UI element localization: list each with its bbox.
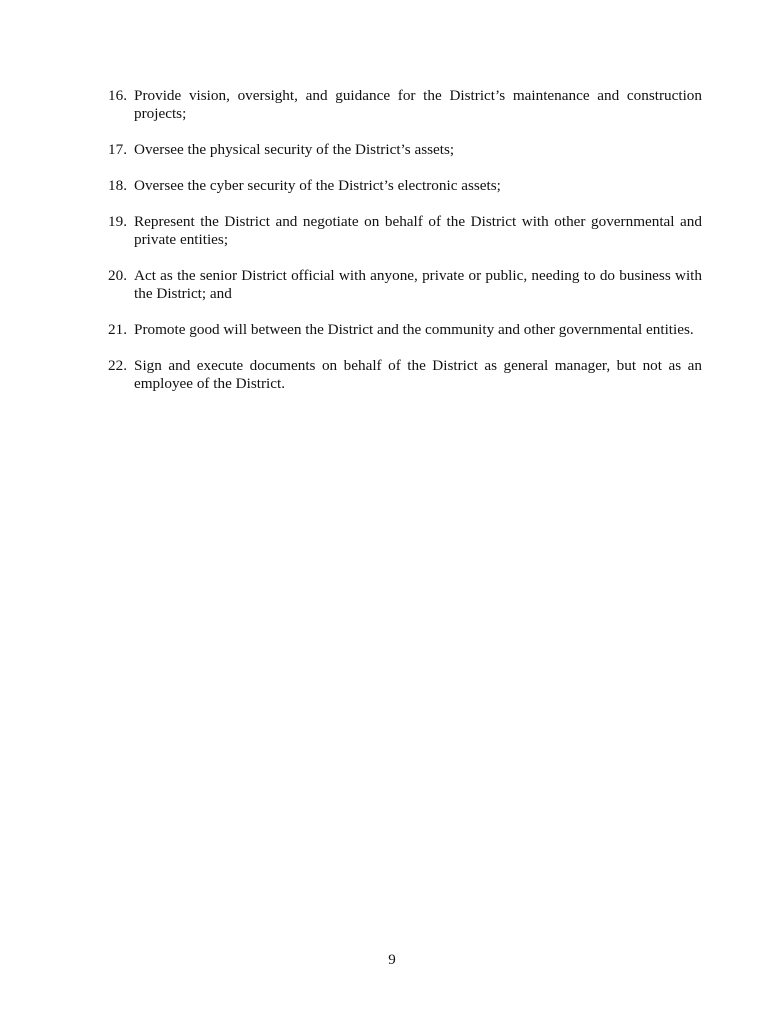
list-item bbox=[108, 321, 702, 339]
list-item-text: Sign and execute documents on behalf of the District as general manager, but not as an employee of the District. bbox=[134, 357, 702, 392]
list-item-text: Provide vision, oversight, and guidance for the District’s maintenance and construction projects; bbox=[134, 87, 702, 122]
list-item bbox=[108, 177, 702, 195]
list-item bbox=[108, 357, 702, 393]
list-item bbox=[108, 141, 702, 159]
list-item-number: 16. bbox=[108, 87, 127, 104]
list-item bbox=[108, 87, 702, 123]
list-item-number: 20. bbox=[108, 267, 127, 284]
list-item-text: Oversee the physical security of the District’s assets; bbox=[134, 141, 455, 158]
list-item bbox=[108, 267, 702, 303]
list-item-number: 22. bbox=[108, 357, 127, 374]
list-item-number: 18. bbox=[108, 177, 127, 194]
list-item-text: Represent the District and negotiate on behalf of the District with other governmental and private entities; bbox=[134, 213, 702, 248]
list-item-text: Promote good will between the District and the community and other governmental entities. bbox=[134, 321, 694, 338]
list-item-number: 21. bbox=[108, 321, 127, 338]
list-item bbox=[108, 213, 702, 249]
list-item-text: Oversee the cyber security of the District’s electronic assets; bbox=[134, 177, 501, 194]
list-item-number: 17. bbox=[108, 141, 127, 158]
list-item-text: Act as the senior District official with anyone, private or public, needing to do business with the District; and bbox=[134, 267, 702, 302]
page-number: 9 bbox=[388, 952, 396, 968]
list-item-number: 19. bbox=[108, 213, 127, 230]
numbered-list bbox=[108, 87, 702, 411]
